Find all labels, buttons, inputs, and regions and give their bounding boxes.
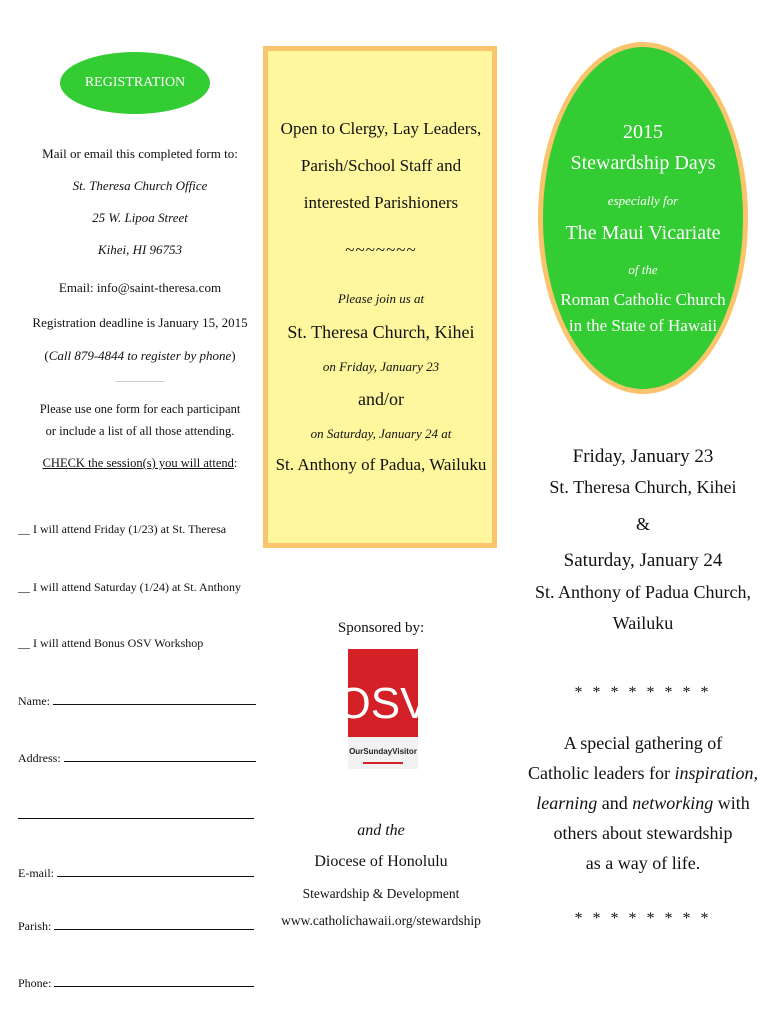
parish-label: Parish: bbox=[18, 919, 52, 933]
gathering-line-2 bbox=[525, 763, 761, 784]
gathering-line-4: others about stewardship bbox=[553, 823, 733, 843]
and-or-text: and/or bbox=[358, 389, 404, 409]
audience-line-2: Parish/School Staff and bbox=[300, 156, 462, 175]
phone-field[interactable] bbox=[18, 974, 254, 991]
saturday-location-2: Wailuku bbox=[612, 613, 674, 633]
phone-label: Phone: bbox=[18, 976, 52, 990]
learning-word: learning bbox=[536, 793, 598, 813]
tilde-divider: ~~~~~~~ bbox=[345, 240, 417, 259]
osv-logo-graphic bbox=[336, 648, 430, 770]
ampersand: & bbox=[635, 514, 650, 534]
address-city: Kihei, HI 96753 bbox=[97, 242, 183, 257]
contact-email: Email: info@saint-theresa.com bbox=[58, 280, 222, 295]
event-circle bbox=[538, 42, 748, 394]
date-friday: on Friday, January 23 bbox=[322, 359, 440, 374]
phone-input-line[interactable] bbox=[54, 974, 254, 987]
gathering-line-1: A special gathering of bbox=[563, 733, 723, 753]
and-word: and bbox=[597, 793, 633, 813]
gathering-line-3 bbox=[525, 793, 761, 814]
address-input-line[interactable] bbox=[64, 749, 256, 762]
paren-close: ) bbox=[231, 348, 236, 363]
church-line-1: Roman Catholic Church bbox=[560, 290, 726, 309]
address-label: Address: bbox=[18, 751, 61, 765]
email-label: E-mail: bbox=[18, 866, 54, 880]
registration-deadline: Registration deadline is January 15, 2015 bbox=[32, 315, 248, 330]
parish-input-line[interactable] bbox=[54, 917, 254, 930]
venue-st-theresa: St. Theresa Church, Kihei bbox=[287, 322, 475, 342]
sponsored-by: Sponsored by: bbox=[337, 620, 425, 636]
audience-line-3: interested Parishioners bbox=[303, 193, 459, 212]
event-title: Stewardship Days bbox=[570, 152, 716, 174]
email-field[interactable] bbox=[18, 864, 254, 881]
registration-badge bbox=[60, 52, 210, 114]
option-friday[interactable]: __ I will attend Friday (1/23) at St. Theresa bbox=[18, 522, 227, 536]
email-input-line[interactable] bbox=[57, 864, 254, 877]
gathering-line-2-text: Catholic leaders for bbox=[528, 763, 675, 783]
diocese-name: Diocese of Honolulu bbox=[314, 853, 448, 870]
inspiration-word: inspiration, bbox=[674, 763, 758, 783]
osv-logo bbox=[336, 648, 430, 770]
with-word: with bbox=[713, 793, 750, 813]
stars-divider-bottom: * * * * * * * * bbox=[574, 910, 712, 927]
check-colon: : bbox=[233, 456, 238, 470]
instructions-line-2: or include a list of all those attending. bbox=[45, 424, 235, 438]
event-year: 2015 bbox=[623, 121, 663, 143]
name-input-line[interactable] bbox=[53, 692, 256, 705]
especially-for: especially for bbox=[607, 193, 679, 208]
name-label: Name: bbox=[18, 694, 50, 708]
name-field[interactable] bbox=[18, 692, 256, 709]
department-name: Stewardship & Development bbox=[302, 886, 460, 901]
audience-line-1: Open to Clergy, Lay Leaders, bbox=[280, 119, 482, 138]
join-us-text: Please join us at bbox=[337, 291, 425, 306]
divider: —————— bbox=[116, 376, 164, 385]
friday-location: St. Theresa Church, Kihei bbox=[549, 477, 737, 497]
option-osv-workshop[interactable]: __ I will attend Bonus OSV Workshop bbox=[18, 636, 204, 650]
address-field[interactable] bbox=[18, 749, 256, 766]
and-the-text: and the bbox=[357, 822, 405, 839]
osv-logo-letters: OSV bbox=[336, 679, 430, 728]
date-saturday: on Saturday, January 24 at bbox=[310, 426, 452, 441]
stewardship-url[interactable]: www.catholichawaii.org/stewardship bbox=[281, 913, 481, 928]
phone-note bbox=[10, 348, 270, 364]
instructions-line-1: Please use one form for each participant bbox=[39, 402, 241, 416]
networking-word: networking bbox=[632, 793, 714, 813]
vicariate-name: The Maui Vicariate bbox=[565, 222, 721, 244]
venue-st-anthony: St. Anthony of Padua, Wailuku bbox=[275, 455, 487, 474]
stars-divider-top: * * * * * * * * bbox=[574, 684, 712, 701]
mail-prompt: Mail or email this completed form to: bbox=[42, 146, 238, 161]
osv-logo-subtitle: OurSundayVisitor bbox=[349, 747, 417, 756]
address-street: 25 W. Lipoa Street bbox=[92, 210, 188, 225]
address-name: St. Theresa Church Office bbox=[72, 178, 208, 193]
saturday-location-1: St. Anthony of Padua Church, bbox=[535, 582, 751, 602]
address-line-2[interactable] bbox=[18, 818, 254, 819]
saturday-heading: Saturday, January 24 bbox=[563, 550, 723, 571]
friday-heading: Friday, January 23 bbox=[572, 446, 714, 467]
paren-open: ( bbox=[44, 348, 49, 363]
church-line-2: in the State of Hawaii bbox=[568, 316, 718, 335]
gathering-line-5: as a way of life. bbox=[585, 853, 701, 873]
parish-field[interactable] bbox=[18, 917, 254, 934]
check-sessions-label bbox=[10, 456, 270, 471]
option-saturday[interactable]: __ I will attend Saturday (1/24) at St. Anthony bbox=[18, 580, 241, 594]
of-the-text: of the bbox=[628, 262, 658, 277]
check-sessions-text: CHECK the session(s) you will attend bbox=[42, 456, 234, 470]
registration-badge-label: REGISTRATION bbox=[84, 75, 186, 90]
phone-note-text: Call 879-4844 to register by phone bbox=[48, 348, 232, 363]
